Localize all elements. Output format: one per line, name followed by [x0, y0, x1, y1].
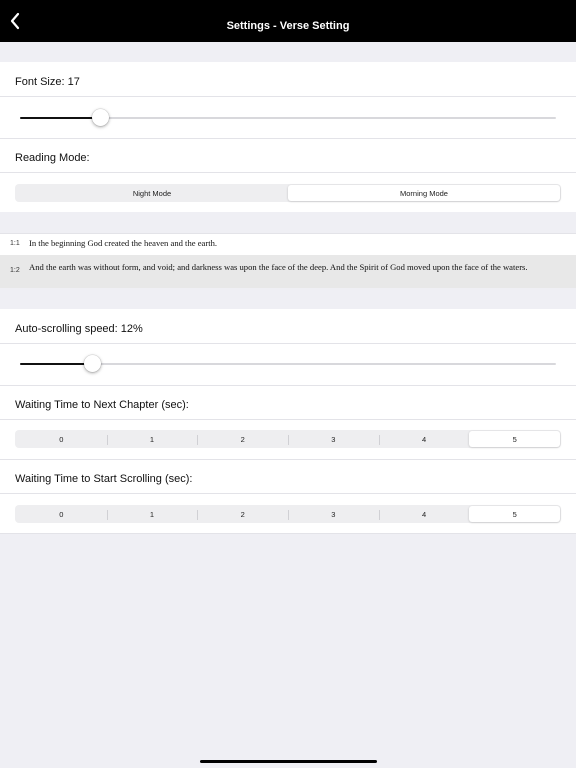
font-size-label: Font Size: 17 [15, 76, 80, 88]
wait-start-option-5[interactable]: 5 [469, 506, 560, 522]
auto-scroll-slider-fill [20, 363, 92, 365]
wait-start-option-3[interactable]: 3 [288, 506, 379, 522]
divider [0, 385, 576, 386]
divider [0, 343, 576, 344]
morning-mode-option[interactable]: Morning Mode [288, 185, 560, 201]
font-size-slider-thumb[interactable] [92, 109, 109, 126]
wait-next-option-0[interactable]: 0 [59, 434, 64, 444]
divider [0, 533, 576, 534]
wait-next-option-1[interactable]: 1 [107, 431, 198, 447]
divider [0, 419, 576, 420]
verse-number: 1:1 [10, 240, 20, 247]
wait-next-chapter-control [15, 430, 561, 448]
verse-text: And the earth was without form, and void; and darkness was upon the face of the deep. And the Spirit of God moved upon the face of the waters. [29, 262, 528, 272]
wait-next-option-3[interactable]: 3 [288, 431, 379, 447]
wait-start-scroll-label: Waiting Time to Start Scrolling (sec): [15, 473, 193, 485]
wait-start-option-0[interactable]: 0 [59, 509, 64, 519]
font-size-slider-fill [20, 117, 100, 119]
verse-text: In the beginning God created the heaven and the earth. [29, 238, 218, 248]
night-mode-option[interactable]: Night Mode [132, 188, 172, 198]
page-title: Settings - Verse Setting [226, 20, 350, 32]
wait-start-option-2[interactable]: 2 [197, 506, 288, 522]
divider [0, 138, 576, 139]
wait-next-chapter-label: Waiting Time to Next Chapter (sec): [15, 399, 189, 411]
wait-next-option-5[interactable]: 5 [469, 431, 560, 447]
verse-preview-row-highlighted [0, 255, 576, 288]
verse-preview-row [0, 233, 576, 255]
divider [0, 233, 576, 234]
reading-mode-section [0, 138, 576, 212]
wait-next-chapter-section [0, 385, 576, 459]
reading-mode-label: Reading Mode: [15, 152, 90, 164]
home-indicator [200, 760, 377, 763]
auto-scroll-slider[interactable] [20, 363, 556, 365]
wait-start-scroll-control [15, 505, 561, 523]
wait-next-option-2[interactable]: 2 [197, 431, 288, 447]
verse-number: 1:2 [10, 267, 20, 274]
wait-start-option-4[interactable]: 4 [379, 506, 470, 522]
navigation-bar [0, 0, 576, 42]
auto-scroll-section [0, 309, 576, 385]
divider [0, 96, 576, 97]
divider [0, 459, 576, 460]
font-size-slider[interactable] [20, 117, 556, 119]
auto-scroll-label: Auto-scrolling speed: 12% [15, 323, 143, 335]
wait-next-option-4[interactable]: 4 [379, 431, 470, 447]
auto-scroll-slider-thumb[interactable] [84, 355, 101, 372]
wait-start-option-1[interactable]: 1 [107, 506, 198, 522]
font-size-section [0, 62, 576, 138]
wait-start-scroll-section [0, 459, 576, 534]
divider [0, 172, 576, 173]
reading-mode-control [15, 184, 561, 202]
divider [0, 493, 576, 494]
